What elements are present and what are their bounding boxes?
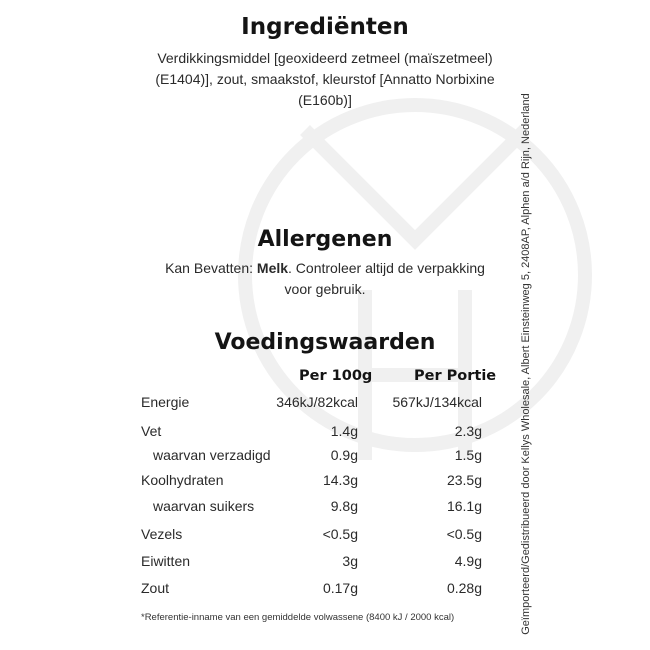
- allergens-line-2: voor gebruik.: [284, 281, 366, 297]
- row-label: Vet: [141, 423, 162, 439]
- ingredients-title: Ingrediënten: [241, 14, 409, 40]
- row-value-portion: 16.1g: [446, 498, 482, 514]
- row-value-100g: 346kJ/82kcal: [276, 394, 358, 410]
- column-per-100g: Per 100g: [299, 368, 373, 384]
- row-label: waarvan suikers: [153, 498, 255, 514]
- ingredients-line: (E160b)]: [298, 92, 352, 108]
- distributor-text: Geïmporteerd/Gedistribueerd door Kellys Wholesale, Albert Einsteinweg 5, 2408AP, Alphen a/d Rijn, Nederland: [520, 93, 532, 635]
- row-value-portion: 0.28g: [446, 580, 482, 596]
- row-value-portion: 4.9g: [454, 553, 482, 569]
- table-row: [0, 580, 650, 602]
- row-value-portion: 2.3g: [454, 423, 482, 439]
- distributor-info: [515, 84, 537, 644]
- row-value-100g: 9.8g: [330, 498, 358, 514]
- row-label: Vezels: [141, 526, 183, 542]
- table-row: [0, 472, 650, 494]
- row-value-100g: 1.4g: [330, 423, 358, 439]
- row-label: Zout: [141, 580, 170, 596]
- allergens-line: [120, 258, 530, 279]
- allergen-milk: Melk: [256, 260, 289, 276]
- row-value-100g: 3g: [342, 553, 358, 569]
- row-value-100g: 0.17g: [322, 580, 358, 596]
- table-row: [0, 423, 650, 445]
- table-row: [0, 553, 650, 575]
- footnote: *Referentie-inname van een gemiddelde volwassene (8400 kJ / 2000 kcal): [141, 612, 455, 623]
- ingredients-line: (E1404)], zout, smaakstof, kleurstof [Annatto Norbixine: [155, 71, 495, 87]
- row-value-100g: 0.9g: [330, 447, 358, 463]
- allergens-suffix: . Controleer altijd de verpakking: [288, 260, 485, 276]
- allergens-prefix: Kan Bevatten:: [165, 260, 257, 276]
- row-value-100g: <0.5g: [322, 526, 358, 542]
- table-row: [0, 447, 650, 469]
- row-label: Energie: [141, 394, 190, 410]
- ingredients-line: Verdikkingsmiddel [geoxideerd zetmeel (maïszetmeel): [157, 50, 493, 66]
- row-label: Eiwitten: [141, 553, 191, 569]
- column-per-portion: Per Portie: [414, 368, 497, 384]
- table-row: [0, 394, 650, 416]
- row-value-portion: <0.5g: [446, 526, 482, 542]
- allergens-title: Allergenen: [257, 227, 393, 252]
- allergens-text: [120, 258, 530, 300]
- row-label: waarvan verzadigd: [153, 447, 271, 463]
- row-label: Koolhydraten: [141, 472, 224, 488]
- nutrition-title: Voedingswaarden: [214, 330, 436, 355]
- table-row: [0, 526, 650, 548]
- ingredients-text: [120, 48, 530, 111]
- row-value-portion: 1.5g: [454, 447, 482, 463]
- table-row: [0, 498, 650, 520]
- row-value-portion: 567kJ/134kcal: [392, 394, 482, 410]
- row-value-100g: 14.3g: [322, 472, 358, 488]
- row-value-portion: 23.5g: [446, 472, 482, 488]
